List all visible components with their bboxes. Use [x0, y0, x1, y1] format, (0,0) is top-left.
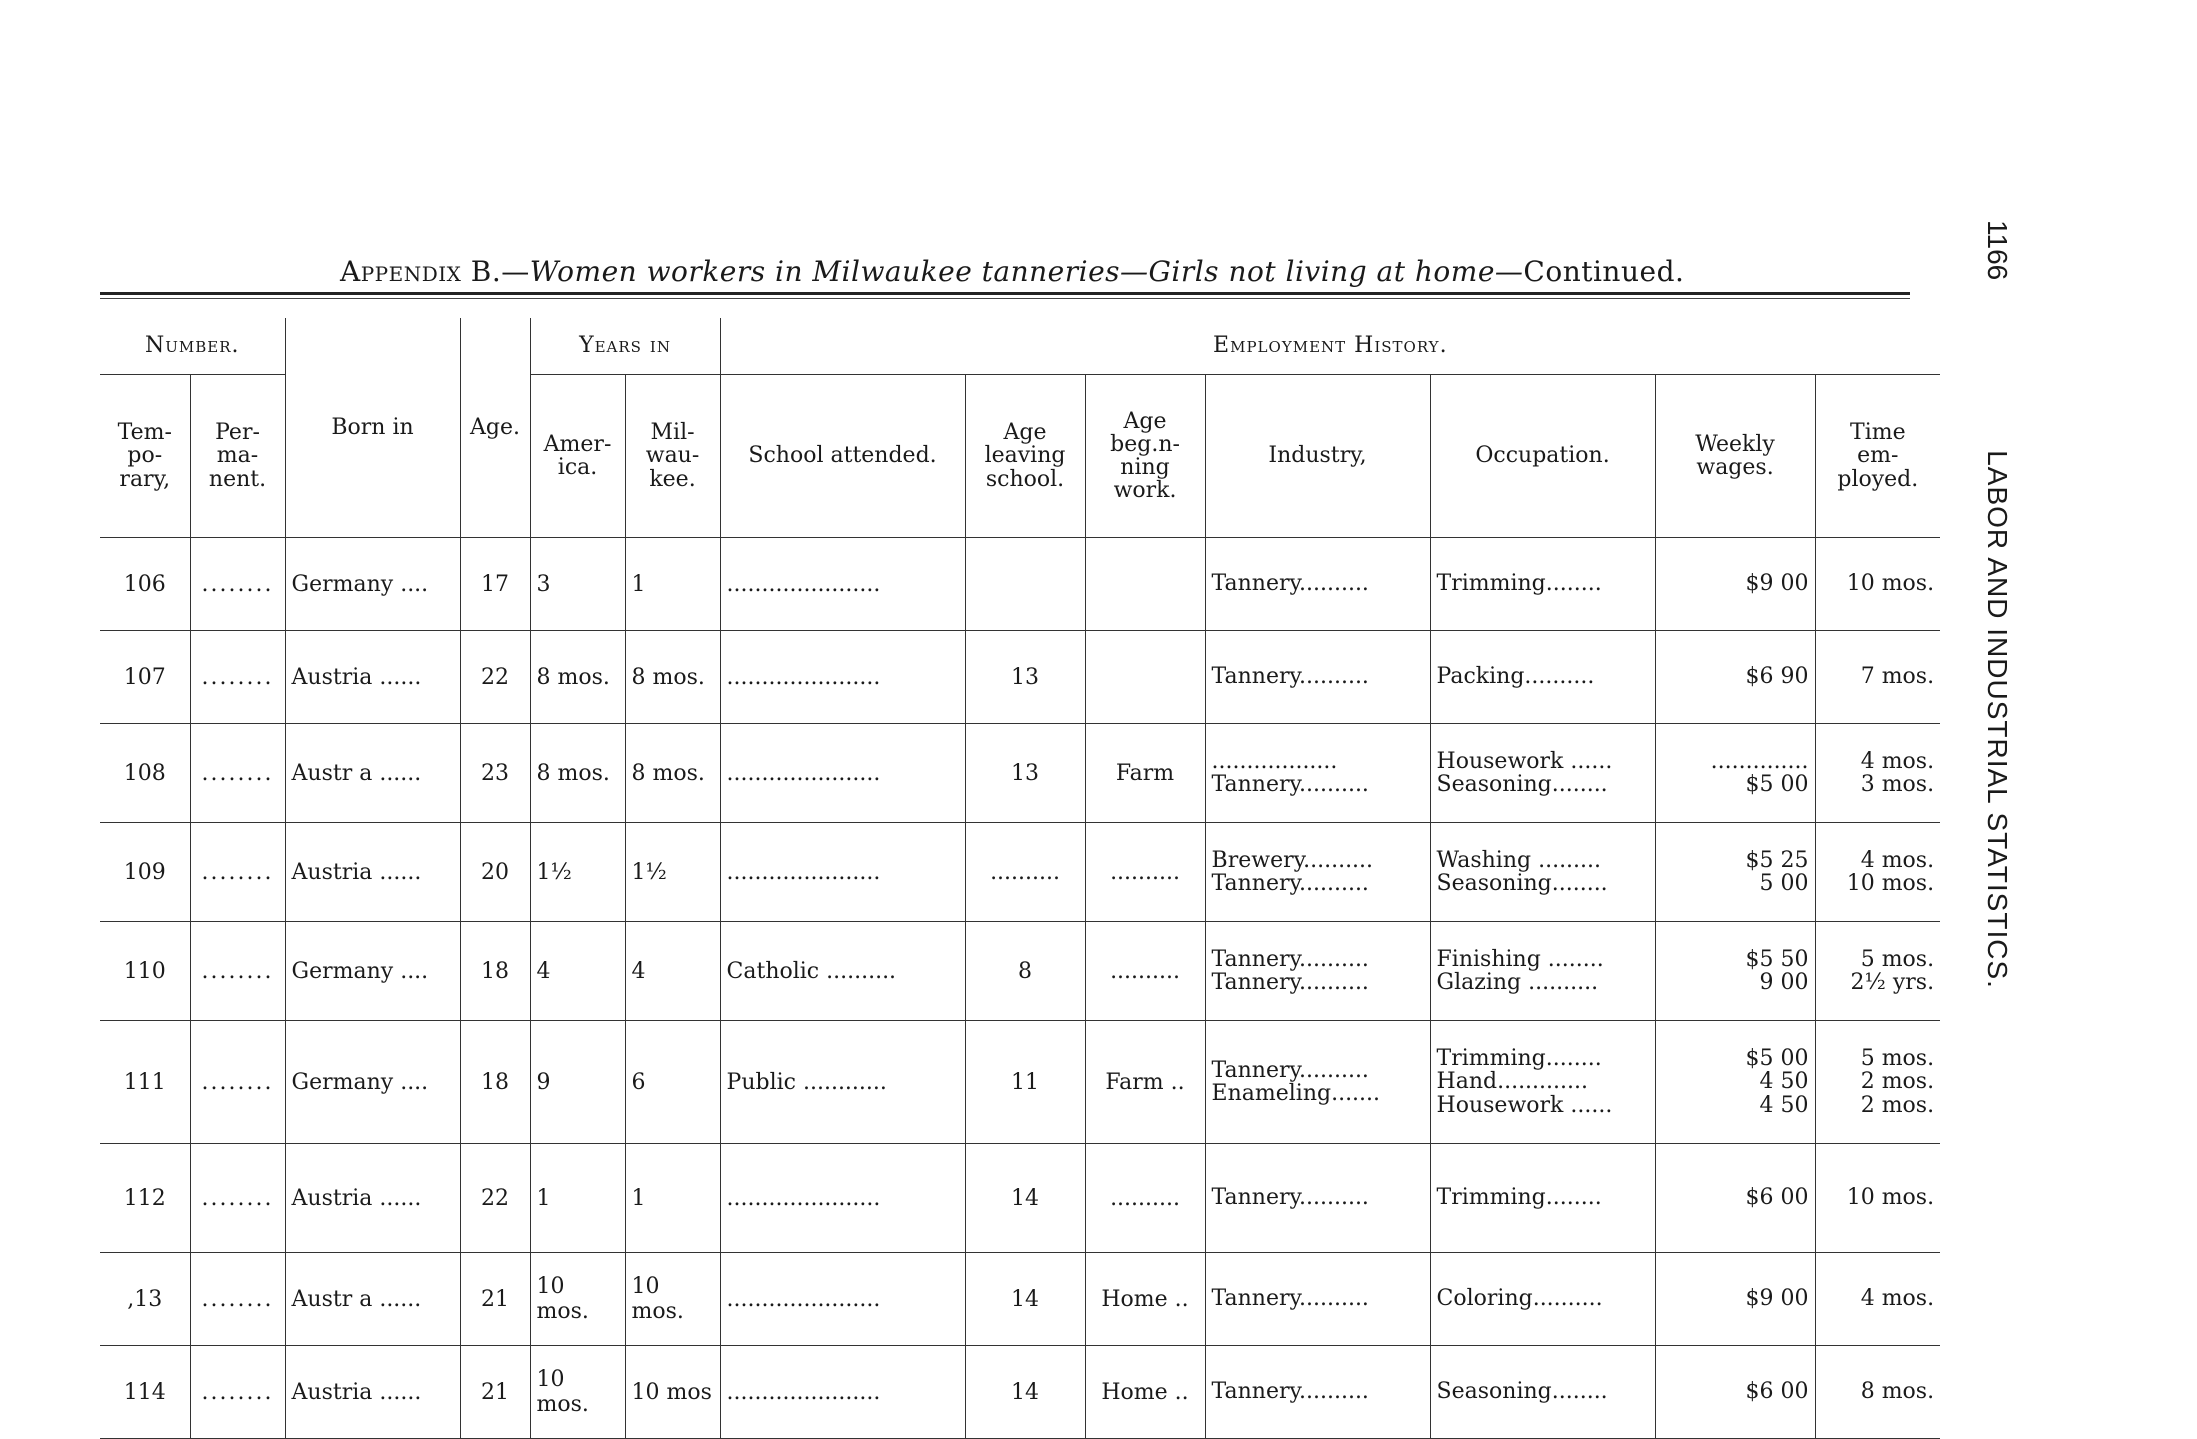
row-age: 23 — [460, 724, 530, 823]
row-years-milwaukee: 4 — [625, 922, 720, 1021]
row-age: 18 — [460, 1021, 530, 1144]
group-header-years-in: Years in — [530, 318, 720, 375]
row-permanent-number: ........ — [190, 1253, 285, 1346]
row-temporary-number: 107 — [100, 631, 190, 724]
row-age-leaving-school: 14 — [965, 1144, 1085, 1253]
row-temporary-number: 110 — [100, 922, 190, 1021]
table-body — [100, 538, 1940, 1439]
row-school-attended: ...................... — [720, 631, 965, 724]
row-weekly-wages: $9 00 — [1655, 538, 1815, 631]
table-row — [100, 922, 1940, 1021]
row-temporary-number: 106 — [100, 538, 190, 631]
row-years-milwaukee: 1 — [625, 1144, 720, 1253]
row-age-beginning-work: Farm .. — [1085, 1021, 1205, 1144]
title-rule — [100, 292, 1910, 295]
row-age: 21 — [460, 1253, 530, 1346]
row-age-leaving-school — [965, 538, 1085, 631]
row-occupation: Packing.......... — [1430, 631, 1655, 724]
row-school-attended: Catholic .......... — [720, 922, 965, 1021]
row-school-attended: ...................... — [720, 1144, 965, 1253]
row-occupation: Coloring.......... — [1430, 1253, 1655, 1346]
row-temporary-number: 114 — [100, 1346, 190, 1439]
row-born-in: Austria ...... — [285, 823, 460, 922]
row-school-attended: ...................... — [720, 724, 965, 823]
row-permanent-number: ........ — [190, 1021, 285, 1144]
row-years-america: 9 — [530, 1021, 625, 1144]
row-school-attended: Public ............ — [720, 1021, 965, 1144]
row-occupation: Trimming........ — [1430, 1144, 1655, 1253]
row-years-milwaukee: 10 mos — [625, 1346, 720, 1439]
header-age: Age. — [460, 318, 530, 538]
row-industry: Brewery.......... Tannery.......... — [1205, 823, 1430, 922]
row-industry: .................. Tannery.......... — [1205, 724, 1430, 823]
row-permanent-number: ........ — [190, 1346, 285, 1439]
row-age-leaving-school: 14 — [965, 1253, 1085, 1346]
title-prefix: Appendix B.— — [340, 255, 530, 288]
row-time-employed: 5 mos. 2 mos. 2 mos. — [1815, 1021, 1940, 1144]
group-header-number: Number. — [100, 318, 285, 375]
row-occupation: Trimming........ — [1430, 538, 1655, 631]
row-years-america: 10 mos. — [530, 1346, 625, 1439]
row-age-leaving-school: 14 — [965, 1346, 1085, 1439]
row-years-milwaukee: 1 — [625, 538, 720, 631]
table-row — [100, 1021, 1940, 1144]
row-born-in: Austr a ...... — [285, 1253, 460, 1346]
row-age-beginning-work — [1085, 631, 1205, 724]
row-years-america: 8 mos. — [530, 631, 625, 724]
table-row — [100, 724, 1940, 823]
table-row — [100, 1144, 1940, 1253]
row-age-leaving-school: 8 — [965, 922, 1085, 1021]
row-born-in: Germany .... — [285, 922, 460, 1021]
row-time-employed: 4 mos. — [1815, 1253, 1940, 1346]
row-age-beginning-work: Farm — [1085, 724, 1205, 823]
row-age-beginning-work: .......... — [1085, 922, 1205, 1021]
header-time-employed: Time em- ployed. — [1815, 375, 1940, 538]
row-time-employed: 10 mos. — [1815, 538, 1940, 631]
row-born-in: Germany .... — [285, 1021, 460, 1144]
row-age-beginning-work — [1085, 538, 1205, 631]
row-years-america: 1 — [530, 1144, 625, 1253]
row-permanent-number: ........ — [190, 823, 285, 922]
row-temporary-number: ,13 — [100, 1253, 190, 1346]
table-row — [100, 538, 1940, 631]
row-born-in: Austria ...... — [285, 631, 460, 724]
row-weekly-wages: $5 50 9 00 — [1655, 922, 1815, 1021]
row-years-america: 1½ — [530, 823, 625, 922]
header-weekly-wages: Weekly wages. — [1655, 375, 1815, 538]
row-age: 21 — [460, 1346, 530, 1439]
row-weekly-wages: .............. $5 00 — [1655, 724, 1815, 823]
row-time-employed: 7 mos. — [1815, 631, 1940, 724]
header-permanent: Per- ma- nent. — [190, 375, 285, 538]
row-weekly-wages: $6 00 — [1655, 1144, 1815, 1253]
row-born-in: Austria ...... — [285, 1144, 460, 1253]
title-italic: Women workers in Milwaukee tanneries—Girls not living at home— — [529, 255, 1524, 288]
row-time-employed: 4 mos. 3 mos. — [1815, 724, 1940, 823]
row-years-milwaukee: 8 mos. — [625, 631, 720, 724]
row-age: 20 — [460, 823, 530, 922]
row-born-in: Austr a ...... — [285, 724, 460, 823]
row-temporary-number: 111 — [100, 1021, 190, 1144]
row-time-employed: 5 mos. 2½ yrs. — [1815, 922, 1940, 1021]
header-born-in: Born in — [285, 318, 460, 538]
group-header-employment-history: Employment History. — [720, 318, 1940, 375]
row-years-milwaukee: 8 mos. — [625, 724, 720, 823]
row-time-employed: 10 mos. — [1815, 1144, 1940, 1253]
row-weekly-wages: $5 00 4 50 4 50 — [1655, 1021, 1815, 1144]
row-occupation: Seasoning........ — [1430, 1346, 1655, 1439]
row-age: 17 — [460, 538, 530, 631]
page-number: 1166 — [1982, 220, 2013, 281]
row-occupation: Washing ......... Seasoning........ — [1430, 823, 1655, 922]
row-years-milwaukee: 1½ — [625, 823, 720, 922]
row-occupation: Housework ...... Seasoning........ — [1430, 724, 1655, 823]
row-temporary-number: 112 — [100, 1144, 190, 1253]
row-years-milwaukee: 10 mos. — [625, 1253, 720, 1346]
table-title — [340, 255, 1900, 288]
row-occupation: Finishing ........ Glazing .......... — [1430, 922, 1655, 1021]
row-age-leaving-school: .......... — [965, 823, 1085, 922]
row-born-in: Austria ...... — [285, 1346, 460, 1439]
row-age-beginning-work: Home .. — [1085, 1346, 1205, 1439]
row-permanent-number: ........ — [190, 631, 285, 724]
table-row — [100, 1253, 1940, 1346]
header-industry: Industry, — [1205, 375, 1430, 538]
workers-table — [100, 318, 1940, 1439]
row-temporary-number: 108 — [100, 724, 190, 823]
row-industry: Tannery.......... — [1205, 538, 1430, 631]
row-school-attended: ...................... — [720, 823, 965, 922]
header-school: School attended. — [720, 375, 965, 538]
table-row — [100, 631, 1940, 724]
header-america: Amer- ica. — [530, 375, 625, 538]
side-label: LABOR AND INDUSTRIAL STATISTICS. — [1982, 450, 2013, 989]
header-occupation: Occupation. — [1430, 375, 1655, 538]
row-born-in: Germany .... — [285, 538, 460, 631]
row-industry: Tannery.......... — [1205, 1346, 1430, 1439]
table-row — [100, 1346, 1940, 1439]
row-years-america: 8 mos. — [530, 724, 625, 823]
row-occupation: Trimming........ Hand............. Housework ...... — [1430, 1021, 1655, 1144]
row-weekly-wages: $6 90 — [1655, 631, 1815, 724]
row-permanent-number: ........ — [190, 538, 285, 631]
row-weekly-wages: $6 00 — [1655, 1346, 1815, 1439]
row-years-america: 3 — [530, 538, 625, 631]
row-industry: Tannery.......... Enameling....... — [1205, 1021, 1430, 1144]
row-school-attended: ...................... — [720, 538, 965, 631]
row-industry: Tannery.......... Tannery.......... — [1205, 922, 1430, 1021]
row-age: 22 — [460, 1144, 530, 1253]
row-age-leaving-school: 11 — [965, 1021, 1085, 1144]
row-temporary-number: 109 — [100, 823, 190, 922]
row-age-beginning-work: Home .. — [1085, 1253, 1205, 1346]
row-industry: Tannery.......... — [1205, 631, 1430, 724]
header-temporary: Tem- po- rary, — [100, 375, 190, 538]
row-permanent-number: ........ — [190, 1144, 285, 1253]
header-age-leaving-school: Age leaving school. — [965, 375, 1085, 538]
row-industry: Tannery.......... — [1205, 1144, 1430, 1253]
row-age: 18 — [460, 922, 530, 1021]
row-school-attended: ...................... — [720, 1253, 965, 1346]
title-rule-thin — [100, 298, 1910, 299]
table-row — [100, 823, 1940, 922]
row-age-beginning-work: .......... — [1085, 1144, 1205, 1253]
row-age-leaving-school: 13 — [965, 631, 1085, 724]
row-age-beginning-work: .......... — [1085, 823, 1205, 922]
title-suffix: Continued. — [1523, 255, 1685, 288]
row-age-leaving-school: 13 — [965, 724, 1085, 823]
header-age-beginning-work: Age beg.n- ning work. — [1085, 375, 1205, 538]
row-school-attended: ...................... — [720, 1346, 965, 1439]
row-years-america: 10 mos. — [530, 1253, 625, 1346]
row-industry: Tannery.......... — [1205, 1253, 1430, 1346]
header-milwaukee: Mil- wau- kee. — [625, 375, 720, 538]
row-years-america: 4 — [530, 922, 625, 1021]
row-time-employed: 4 mos. 10 mos. — [1815, 823, 1940, 922]
row-weekly-wages: $9 00 — [1655, 1253, 1815, 1346]
row-years-milwaukee: 6 — [625, 1021, 720, 1144]
running-header — [1975, 220, 2015, 1120]
row-permanent-number: ........ — [190, 922, 285, 1021]
row-age: 22 — [460, 631, 530, 724]
row-weekly-wages: $5 25 5 00 — [1655, 823, 1815, 922]
row-time-employed: 8 mos. — [1815, 1346, 1940, 1439]
row-permanent-number: ........ — [190, 724, 285, 823]
